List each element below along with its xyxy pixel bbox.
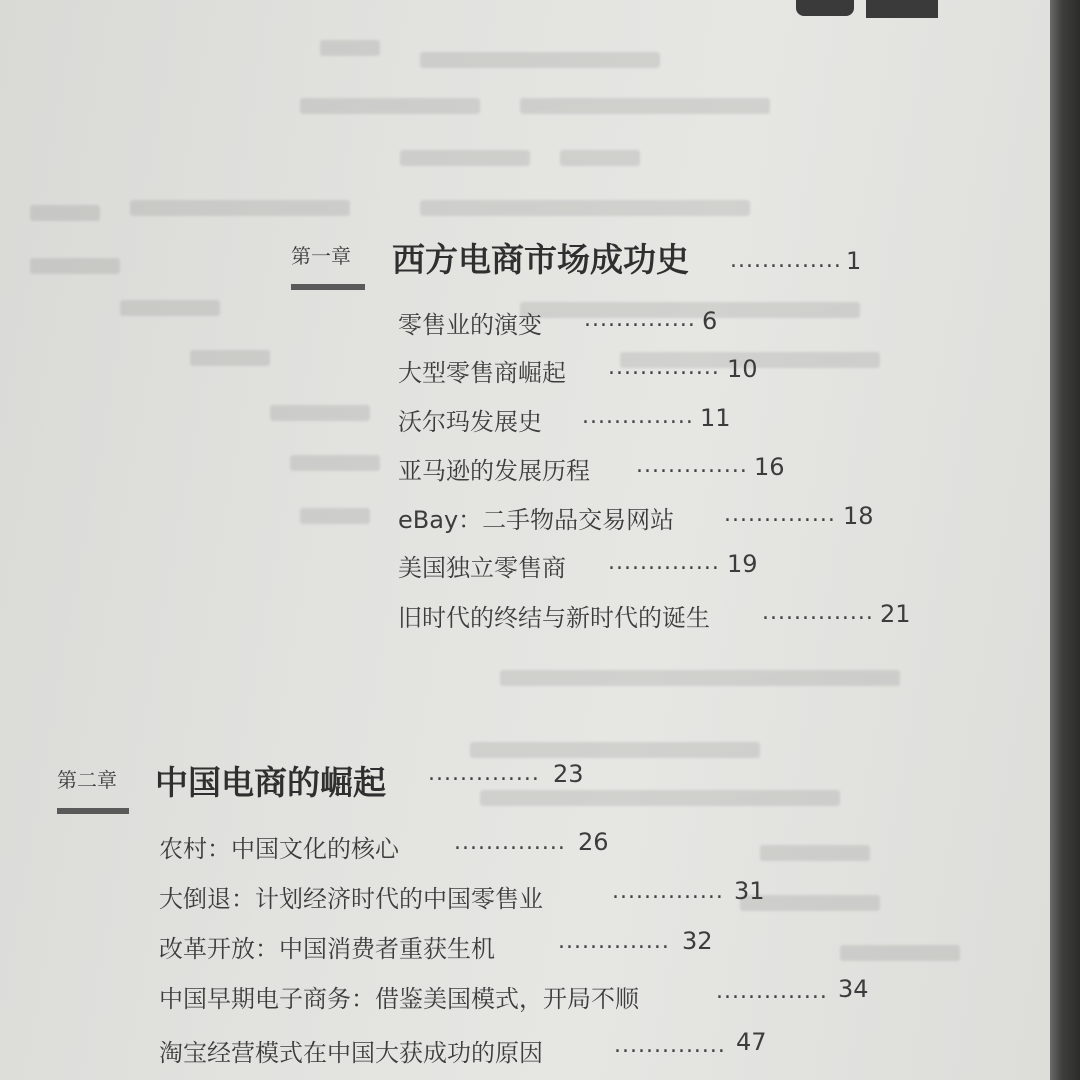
chapter-page-number: 23 (553, 760, 584, 788)
toc-entry-leader-dots: .............. (636, 453, 748, 478)
toc-entry-page-number: 34 (838, 975, 869, 1003)
chapter-label-underline (291, 284, 365, 290)
toc-entry-page-number: 19 (727, 550, 758, 578)
toc-entry-page-number: 16 (754, 453, 785, 481)
top-edge-glyph-fragment (796, 0, 854, 16)
chapter-page-number: 1 (846, 247, 862, 275)
chapter-title: 西方电商市场成功史 (392, 240, 689, 279)
toc-entry-page-number: 6 (702, 307, 718, 335)
toc-entry-page-number: 18 (843, 502, 874, 530)
toc-entry-page-number: 32 (682, 927, 713, 955)
toc-entry-title: 旧时代的终结与新时代的诞生 (398, 604, 710, 632)
toc-entry-leader-dots: .............. (608, 550, 720, 575)
toc-entry-leader-dots: .............. (608, 355, 720, 380)
toc-entry-leader-dots: .............. (724, 502, 836, 527)
toc-entry-leader-dots: .............. (612, 879, 724, 904)
toc-entry-leader-dots: .............. (762, 600, 874, 625)
toc-entry-title: 农村：中国文化的核心 (159, 835, 399, 863)
chapter-label: 第二章 (57, 768, 117, 792)
toc-entry-title: 大型零售商崛起 (398, 359, 566, 387)
toc-entry-page-number: 21 (880, 600, 911, 628)
toc-entry-leader-dots: .............. (614, 1033, 726, 1058)
toc-entry-leader-dots: .............. (454, 830, 566, 855)
toc-entry-title: 零售业的演变 (398, 311, 542, 339)
toc-entry-leader-dots: .............. (558, 929, 670, 954)
toc-entry-page-number: 26 (578, 828, 609, 856)
toc-entry-page-number: 10 (727, 355, 758, 383)
chapter-title: 中国电商的崛起 (155, 763, 386, 802)
toc-entry-page-number: 11 (700, 404, 731, 432)
toc-entry-page-number: 31 (734, 877, 765, 905)
toc-entry-leader-dots: .............. (584, 307, 696, 332)
toc-entry-title: 亚马逊的发展历程 (398, 457, 590, 485)
toc-entry-title: 淘宝经营模式在中国大获成功的原因 (159, 1039, 543, 1067)
toc-entry-title: 美国独立零售商 (398, 554, 566, 582)
top-edge-mark (866, 0, 938, 18)
toc-entry-leader-dots: .............. (582, 404, 694, 429)
page-edge-shadow (1050, 0, 1080, 1080)
toc-entry-title: 改革开放：中国消费者重获生机 (159, 935, 495, 963)
toc-entry-title: 大倒退：计划经济时代的中国零售业 (159, 885, 543, 913)
toc-entry-title: eBay：二手物品交易网站 (398, 506, 675, 534)
toc-entry-leader-dots: .............. (716, 979, 828, 1004)
toc-entry-title: 中国早期电子商务：借鉴美国模式，开局不顺 (159, 985, 639, 1013)
chapter-leader-dots: .............. (730, 248, 842, 273)
toc-entry-title: 沃尔玛发展史 (398, 408, 542, 436)
chapter-label: 第一章 (291, 244, 351, 268)
toc-entry-page-number: 47 (736, 1028, 767, 1056)
chapter-label-underline (57, 808, 129, 814)
chapter-leader-dots: .............. (428, 761, 540, 786)
